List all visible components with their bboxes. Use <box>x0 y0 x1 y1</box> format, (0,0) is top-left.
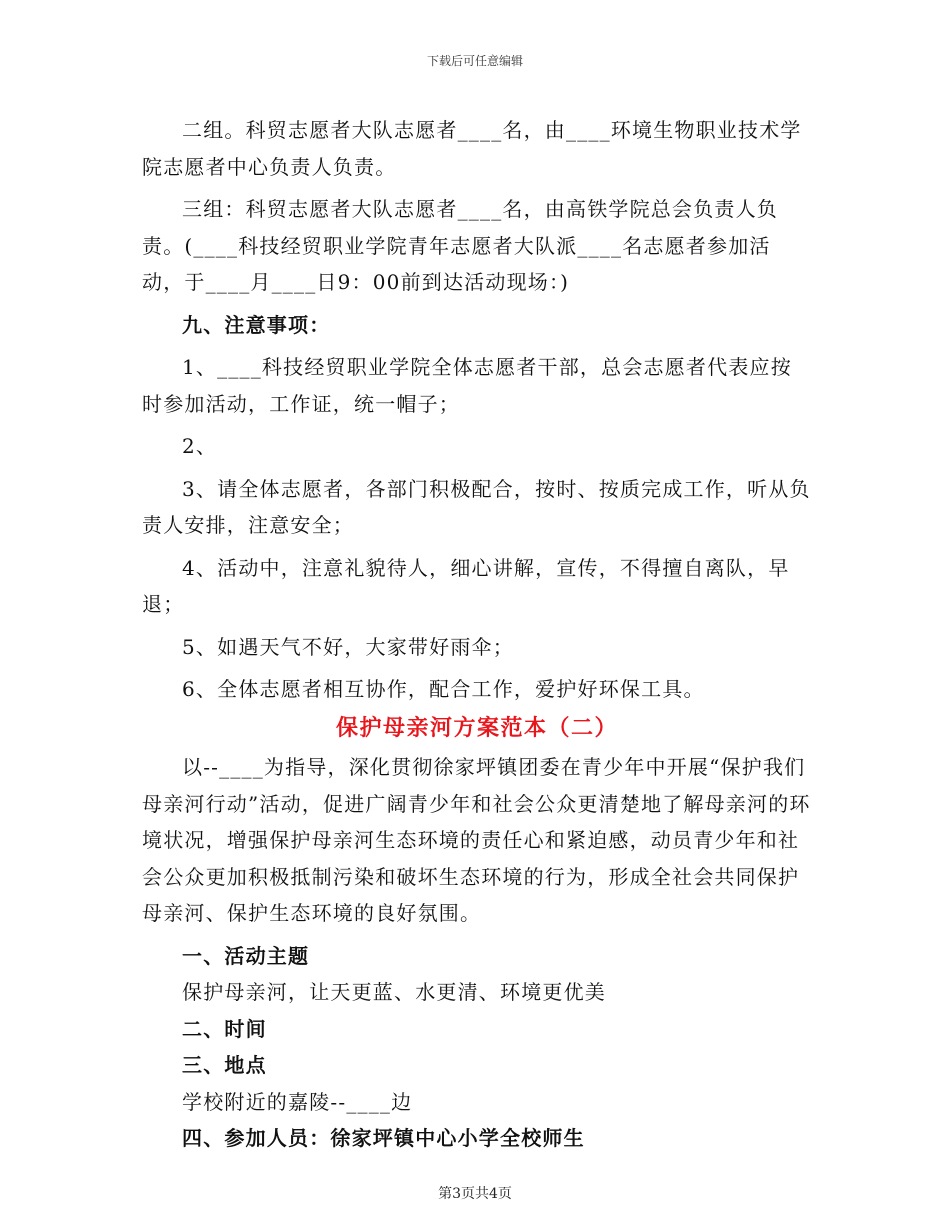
intro-paragraph: 以--____为指导，深化贯彻徐家坪镇团委在青少年中开展“保护我们母亲河行动”活动，促进广阔青少年和社会公众更清楚地了解母亲河的环境状况，增强保护母亲河生态环境的责任心和紧迫感，动员青少年和社会公众更加积极抵制污染和破坏生态环境的行为，形成全社会共同保护母亲河、保护生态环境的良好氛围。 <box>142 755 811 925</box>
notes-heading: 九、注意事项： <box>182 312 331 337</box>
note-item-4: 4、活动中，注意礼貌待人，细心讲解，宣传，不得擅自离队，早退； <box>142 555 790 616</box>
group-2-paragraph: 二组。科贸志愿者大队志愿者____名，由____环境生物职业技术学院志愿者中心负责人负责。 <box>142 118 802 179</box>
participants-heading: 四、参加人员：徐家坪镇中心小学全校师生 <box>182 1126 585 1150</box>
note-item-1: 1、____科技经贸职业学院全体志愿者干部，总会志愿者代表应按时参加活动，工作证，统一帽子； <box>142 355 792 416</box>
note-item-3: 3、请全体志愿者，各部门积极配合，按时、按质完成工作，听从负责人安排，注意安全； <box>142 476 811 537</box>
page-header: 下载后可任意编辑 <box>426 54 523 68</box>
theme-text: 保护母亲河，让天更蓝、水更清、环境更优美 <box>182 980 606 1004</box>
note-item-2: 2、 <box>182 434 218 458</box>
location-heading: 三、地点 <box>182 1053 267 1077</box>
section-title: 保护母亲河方案范本（二） <box>335 714 618 741</box>
group-3-paragraph: 三组：科贸志愿者大队志愿者____名，由高铁学院总会负责人负责。(____科技经贸职业学院青年志愿者大队派____名志愿者参加活动，于____月____日9：00前到达活动现场：) <box>142 197 778 294</box>
theme-heading: 一、活动主题 <box>182 943 310 968</box>
document-body <box>142 112 812 1157</box>
note-item-6: 6、全体志愿者相互协作，配合工作，爱护好环保工具。 <box>182 677 705 701</box>
page-footer: 第3页共4页 <box>438 1186 512 1202</box>
location-text: 学校附近的嘉陵--____边 <box>182 1089 413 1114</box>
note-item-5: 5、如遇天气不好，大家带好雨伞； <box>182 634 514 659</box>
time-heading: 二、时间 <box>182 1016 267 1041</box>
